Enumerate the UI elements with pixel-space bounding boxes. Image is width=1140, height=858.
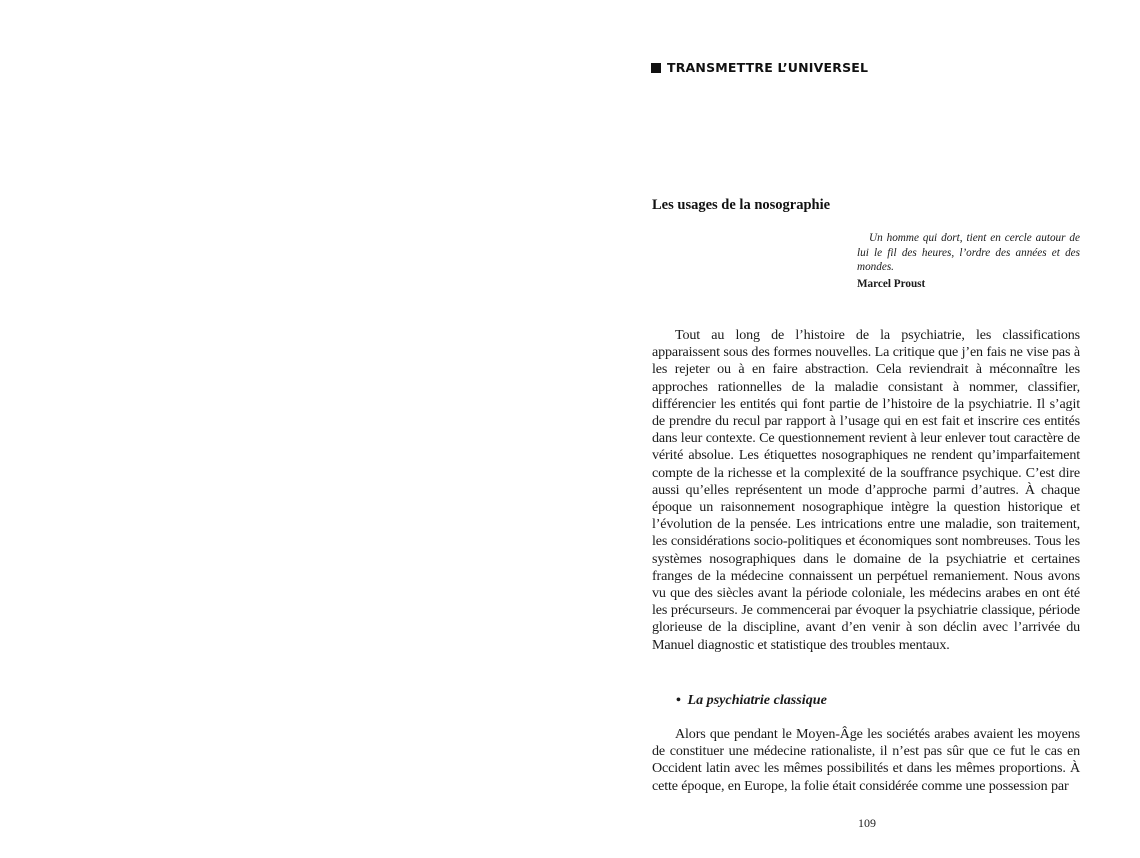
epigraph-quote: Un homme qui dort, tient en cercle autour de lui le fil des heures, l’ordre des années et des mondes. bbox=[857, 232, 1080, 273]
subsection-title bbox=[676, 692, 827, 709]
epigraph-author: Marcel Proust bbox=[857, 277, 926, 290]
body-paragraph-2: Alors que pendant le Moyen-Âge les sociétés arabes avaient les moyens de constituer une médecine rationaliste, il n’est pas sûr que ce fut le cas en Occident latin avec les mêmes possibilités et dans les mêmes proportions. À cette époque, en Europe, la folie était considérée comme une possession par bbox=[652, 726, 1080, 794]
section-title: Les usages de la nosographie bbox=[652, 197, 831, 213]
bullet-icon: • bbox=[676, 692, 681, 708]
page-number: 109 bbox=[858, 816, 876, 830]
body-paragraph-1: Tout au long de l’histoire de la psychiatrie, les classifications apparaissent sous des formes nouvelles. La critique que j’en fais ne vise pas à les rejeter ou à en faire abstraction. Cela reviendrait à méconnaître les approches rationnelles de la maladie consistant à nommer, classifier, différencier les entités qui font partie de l’histoire de la psychiatrie. Il s’agit de prendre du recul par rapport à l’usage qui en est fait et inscrire ces entités dans leur contexte. Ce questionnement revient à leur enlever tout caractère de vérité absolue. Les étiquettes nosographiques ne rendent qu’imparfaitement compte de la richesse et la complexité de la souffrance psychique. C’est dire aussi qu’elles représentent un mode d’approche parmi d’autres. À chaque époque un raisonnement nosographique intègre la question historique et l’évolution de la pensée. Les intrications entre une maladie, son traitement, les considérations socio-politiques et économiques sont nombreuses. Tous les systèmes nosographiques dans le domaine de la psychiatrie et certaines franges de la médecine connaissent un perpétuel remaniement. Nous avons vu que des siècles avant la période coloniale, les médecins arabes en ont été les précurseurs. Je commencerai par évoquer la psychiatrie classique, période glorieuse de la discipline, avant d’en venir à son déclin avec l’arrivée du Manuel diagnostic et statistique des troubles mentaux. bbox=[652, 327, 1080, 653]
square-bullet-icon bbox=[651, 63, 661, 73]
running-title: TRANSMETTRE L’UNIVERSEL bbox=[667, 60, 869, 75]
epigraph bbox=[857, 231, 1080, 290]
running-header bbox=[651, 60, 868, 75]
subsection-title-text: La psychiatrie classique bbox=[687, 692, 827, 708]
